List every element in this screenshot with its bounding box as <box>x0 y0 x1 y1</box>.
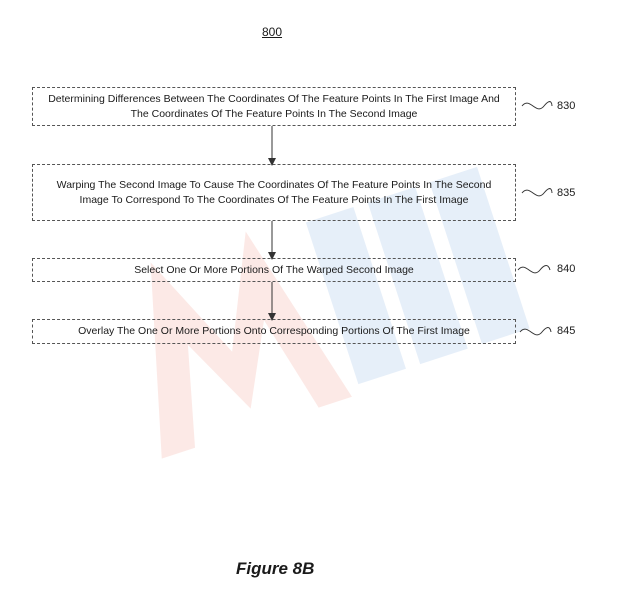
step-box-840 <box>32 258 516 282</box>
ref-label-840: 840 <box>557 263 576 275</box>
step-box-845 <box>32 319 516 344</box>
figure-number: 800 <box>262 25 283 39</box>
ref-label-830: 830 <box>557 100 576 112</box>
step-text-830: Determining Differences Between The Coordinates Of The Feature Points In The First Image And The Coordinates Of The Feature Points In The Second Image <box>48 92 500 120</box>
step-text-835: Warping The Second Image To Cause The Coordinates Of The Feature Points In The Second Image To Correspond To The Coordinates Of The Feature Points In The First Image <box>56 178 492 206</box>
leader-line-835 <box>522 189 552 196</box>
ref-label-845: 845 <box>557 325 576 337</box>
watermark-glyph-1 <box>306 207 406 384</box>
leader-line-830 <box>522 102 552 109</box>
step-text-845: Overlay The One Or More Portions Onto Corresponding Portions Of The First Image <box>78 325 470 337</box>
step-text-840: Select One Or More Portions Of The Warped Second Image <box>134 263 414 276</box>
leader-line-845 <box>520 328 551 335</box>
leader-line-840 <box>518 266 550 273</box>
ref-label-835: 835 <box>557 187 576 199</box>
watermark-logo <box>65 97 554 503</box>
step-box-830 <box>32 87 516 126</box>
figure-caption: Figure 8B <box>236 559 315 578</box>
step-box-835 <box>32 164 516 221</box>
